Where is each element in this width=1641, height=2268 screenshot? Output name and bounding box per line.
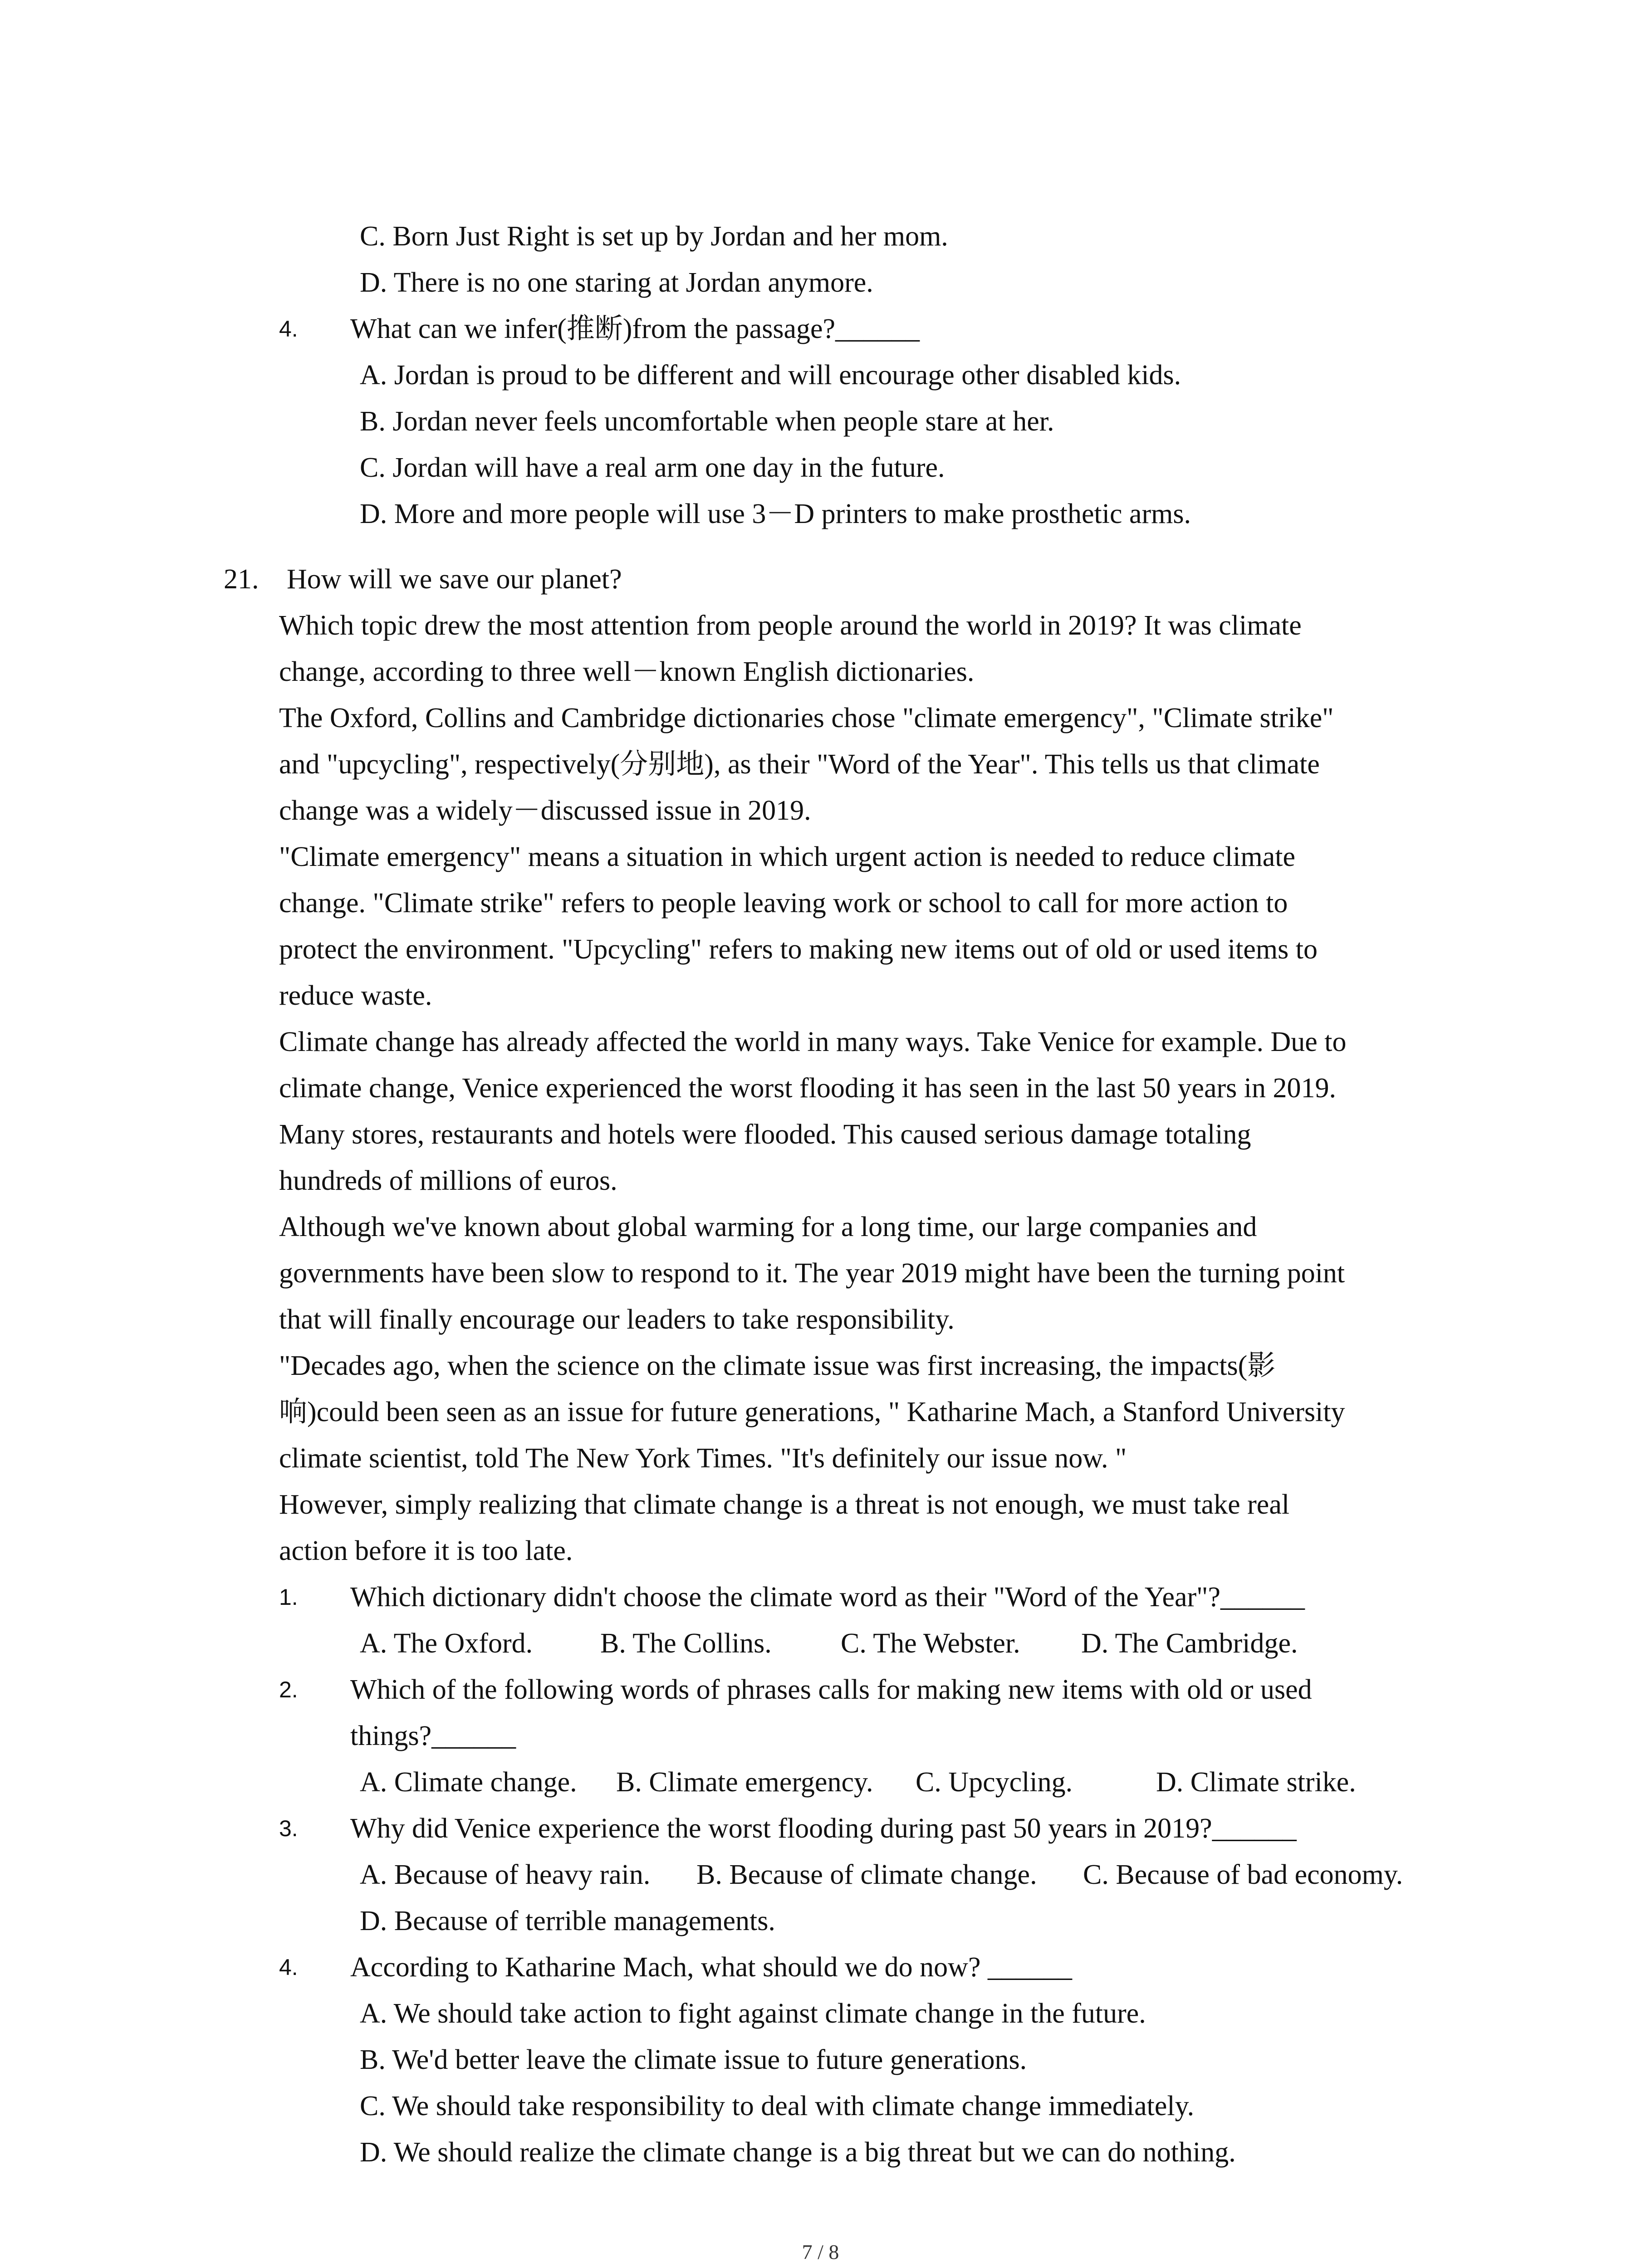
option-a: A. The Oxford.	[360, 1628, 533, 1659]
option-d: D. We should realize the climate change is a big threat but we can do nothing.	[360, 2137, 1236, 2168]
question-number: 1.	[279, 1584, 298, 1610]
options-row	[360, 1861, 1403, 1889]
option-d: D. There is no one staring at Jordan anymore.	[360, 267, 873, 298]
option-d: D. Because of terrible managements.	[360, 1906, 775, 1936]
option-c: C. Because of bad economy.	[1083, 1859, 1403, 1890]
passage-line: governments have been slow to respond to it. The year 2019 might have been the turning point	[279, 1258, 1345, 1289]
passage-line: protect the environment. "Upcycling" refers to making new items out of old or used items to	[279, 934, 1318, 965]
passage-line: "Decades ago, when the science on the climate issue was first increasing, the impacts(影	[279, 1350, 1276, 1381]
passage-line: hundreds of millions of euros.	[279, 1165, 617, 1196]
question-text: Which of the following words of phrases calls for making new items with old or used	[350, 1674, 1312, 1705]
question-text: According to Katharine Mach, what should we do now? ______	[350, 1952, 1072, 1983]
option-d: D. Climate strike.	[1156, 1767, 1356, 1798]
page-number: 7 / 8	[802, 2240, 839, 2263]
passage-line: change, according to three well－known English dictionaries.	[279, 656, 975, 687]
question-number: 4.	[279, 316, 298, 342]
option-b: B. Jordan never feels uncomfortable when people stare at her.	[360, 406, 1054, 437]
option-c: C. Upcycling.	[916, 1767, 1073, 1798]
passage-line: However, simply realizing that climate change is a threat is not enough, we must take real	[279, 1489, 1290, 1520]
passage-line: action before it is too late.	[279, 1535, 573, 1566]
question-number: 4.	[279, 1955, 298, 1980]
passage-line: change. "Climate strike" refers to people leaving work or school to call for more action to	[279, 888, 1288, 919]
question-text: Which dictionary didn't choose the climate word as their "Word of the Year"?______	[350, 1582, 1305, 1613]
option-b: B. Because of climate change.	[696, 1859, 1037, 1890]
passage-line: climate change, Venice experienced the worst flooding it has seen in the last 50 years in 2019.	[279, 1073, 1337, 1104]
passage-line: climate scientist, told The New York Times. "It's definitely our issue now. "	[279, 1443, 1127, 1474]
question-text: Why did Venice experience the worst flooding during past 50 years in 2019?______	[350, 1813, 1297, 1844]
question-text: things?______	[350, 1721, 516, 1751]
option-d: D. More and more people will use 3－D printers to make prosthetic arms.	[360, 499, 1191, 529]
option-a: A. We should take action to fight against climate change in the future.	[360, 1998, 1146, 2029]
options-row	[360, 1768, 1356, 1796]
passage-line: change was a widely－discussed issue in 2019.	[279, 795, 811, 826]
passage-line: and "upcycling", respectively(分别地), as their "Word of the Year". This tells us that climate	[279, 749, 1320, 780]
option-c: C. We should take responsibility to deal with climate change immediately.	[360, 2091, 1195, 2121]
option-c: C. Jordan will have a real arm one day in the future.	[360, 452, 945, 483]
option-c: C. Born Just Right is set up by Jordan and her mom.	[360, 221, 948, 252]
question-number: 2.	[279, 1677, 298, 1702]
passage-number: 21.	[224, 564, 259, 595]
option-c: C. The Webster.	[841, 1628, 1020, 1659]
option-a: A. Climate change.	[360, 1767, 577, 1798]
passage-line: 响)could been seen as an issue for future generations, " Katharine Mach, a Stanford University	[279, 1397, 1345, 1427]
options-row	[360, 1629, 1298, 1657]
passage-line: Many stores, restaurants and hotels were flooded. This caused serious damage totaling	[279, 1119, 1251, 1150]
option-b: B. The Collins.	[600, 1628, 772, 1659]
question-text: What can we infer(推断)from the passage?______	[350, 313, 920, 344]
passage-title: How will we save our planet?	[287, 564, 622, 595]
passage-line: "Climate emergency" means a situation in which urgent action is needed to reduce climate	[279, 841, 1295, 872]
option-b: B. We'd better leave the climate issue to future generations.	[360, 2044, 1027, 2075]
option-b: B. Climate emergency.	[616, 1767, 873, 1798]
option-a: A. Because of heavy rain.	[360, 1859, 651, 1890]
option-a: A. Jordan is proud to be different and will encourage other disabled kids.	[360, 360, 1181, 391]
passage-line: Although we've known about global warming for a long time, our large companies and	[279, 1212, 1257, 1242]
passage-line: The Oxford, Collins and Cambridge dictionaries chose "climate emergency", "Climate strike"	[279, 703, 1334, 733]
passage-line: reduce waste.	[279, 980, 432, 1011]
passage-line: that will finally encourage our leaders to take responsibility.	[279, 1304, 955, 1335]
option-d: D. The Cambridge.	[1081, 1628, 1298, 1659]
question-number: 3.	[279, 1816, 298, 1841]
passage-line: Climate change has already affected the world in many ways. Take Venice for example. Due to	[279, 1026, 1347, 1057]
passage-line: Which topic drew the most attention from people around the world in 2019? It was climate	[279, 610, 1302, 641]
